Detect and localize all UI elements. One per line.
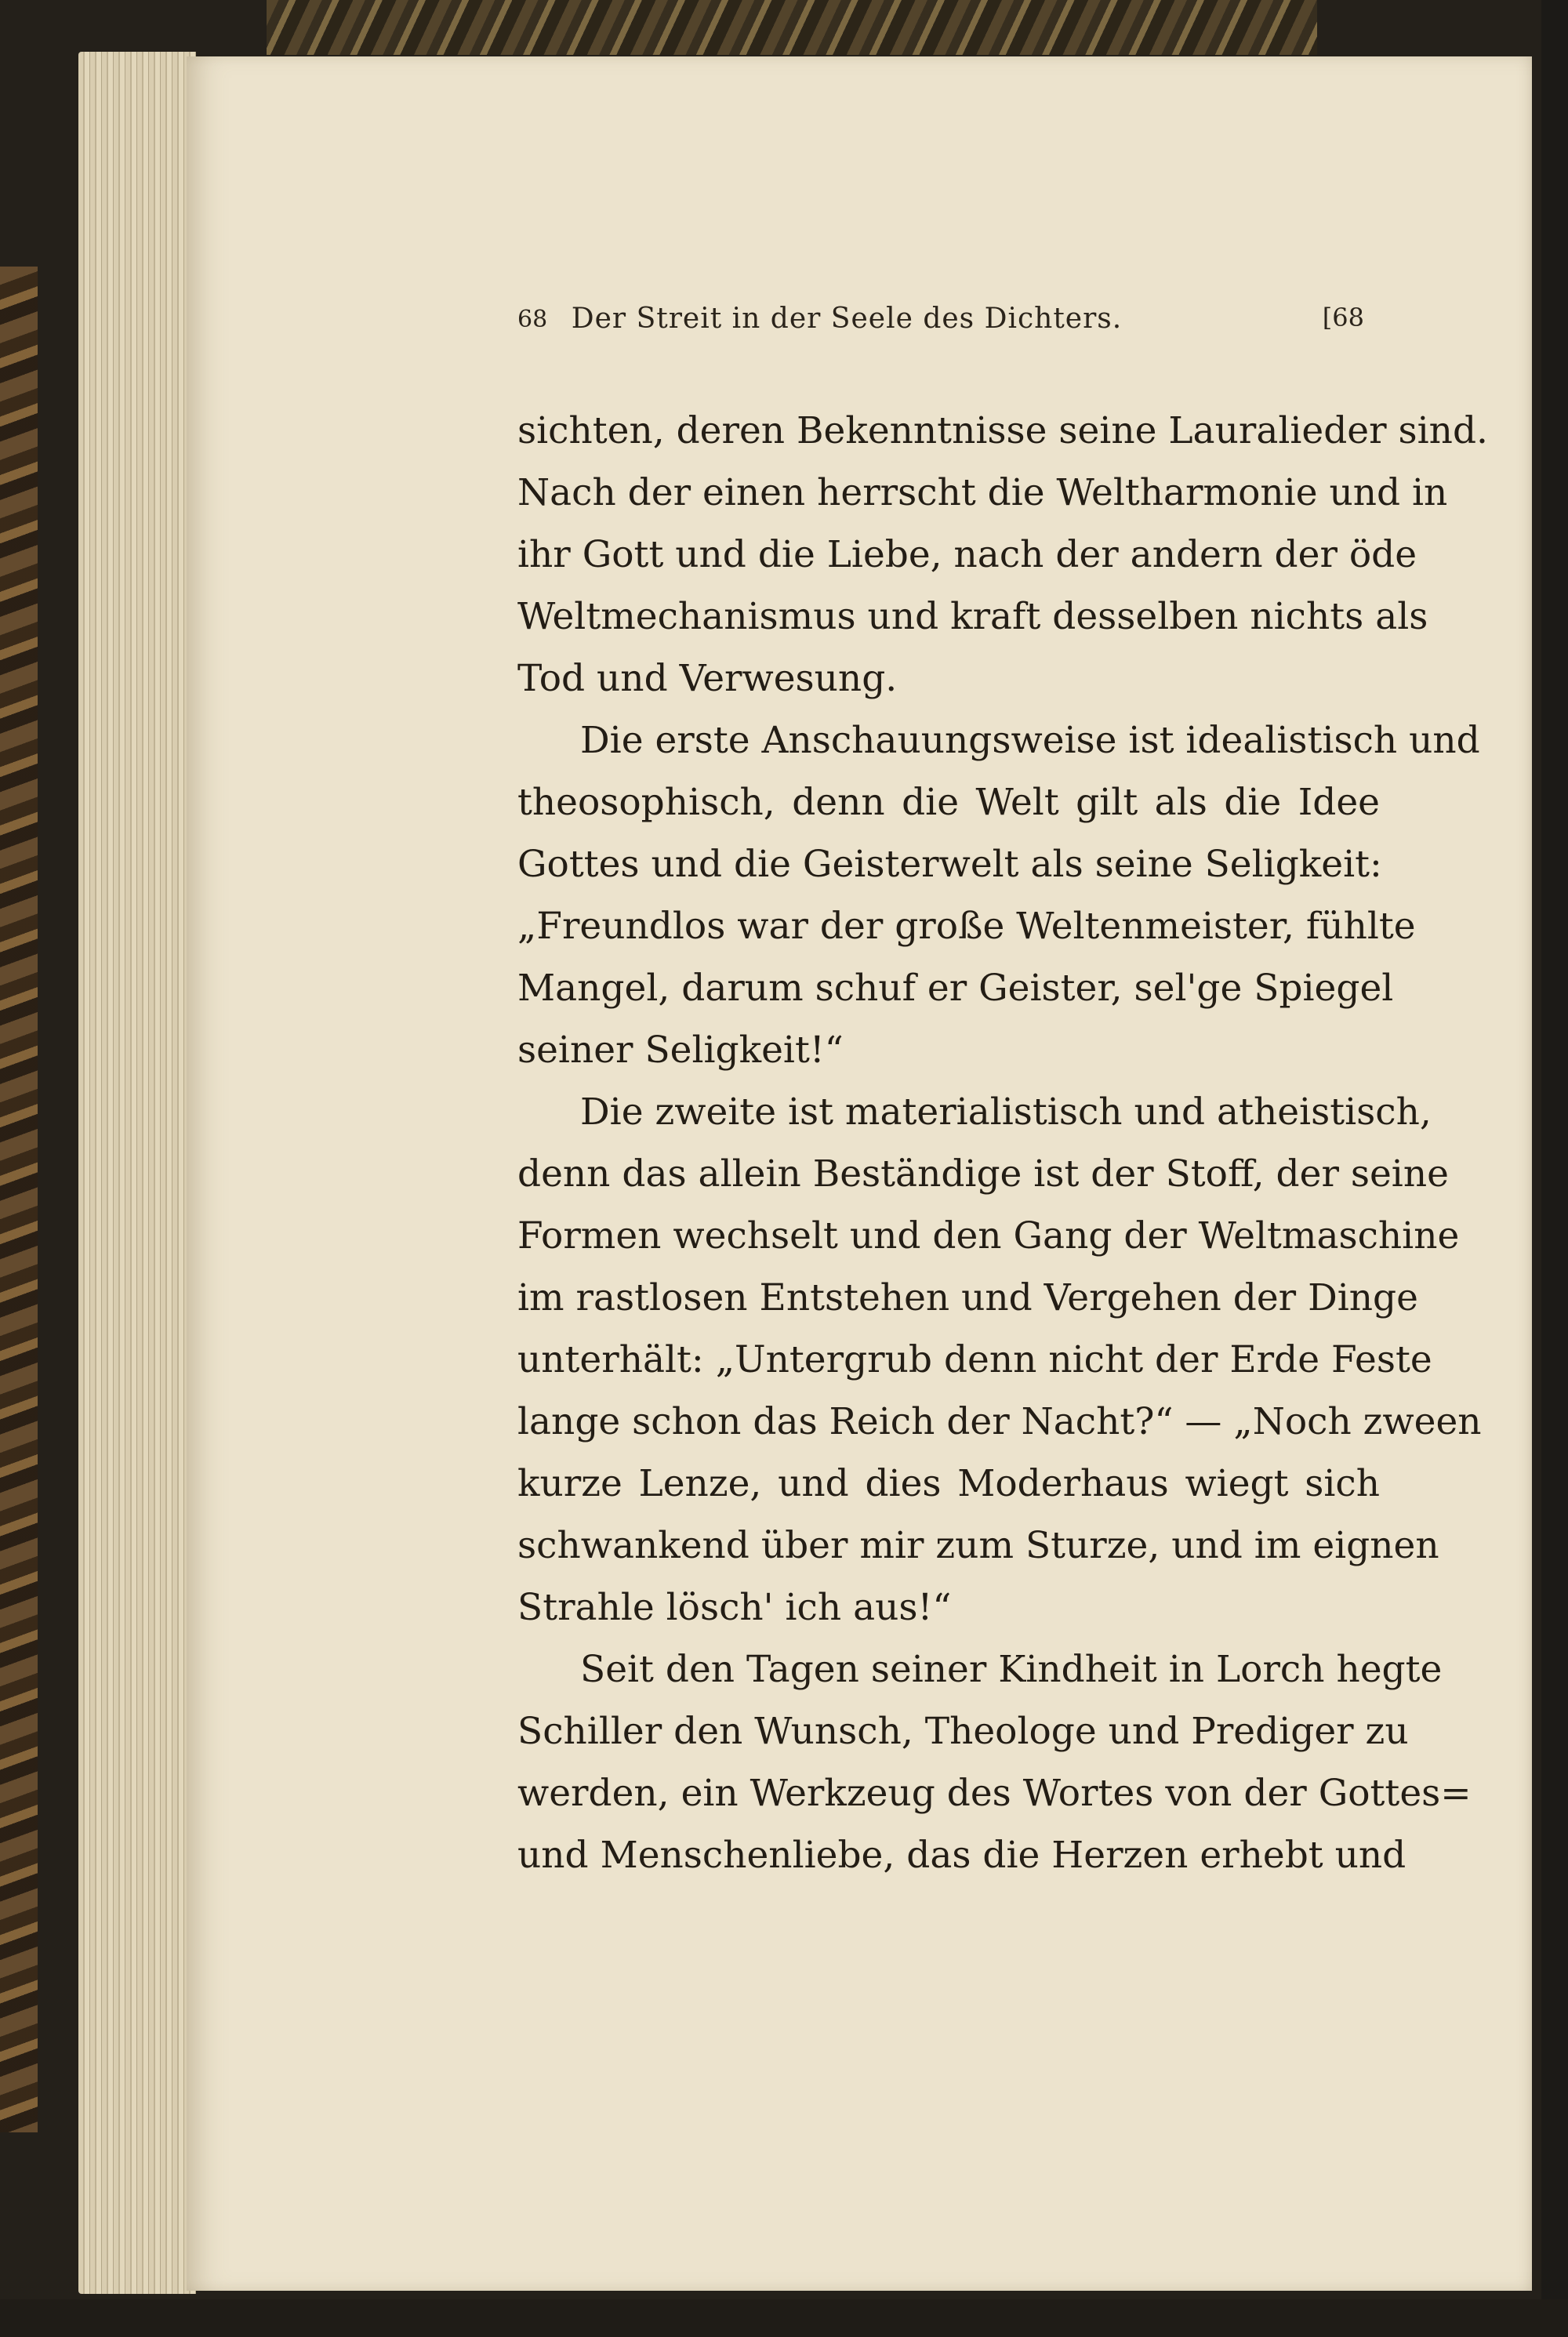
cover-edge-bottom <box>0 2299 1568 2337</box>
text-line: werden, ein Werkzeug des Wortes von der Gottes= <box>517 1772 1472 1815</box>
text-line: Gottes und die Geisterwelt als seine Seligkeit: <box>517 843 1382 886</box>
marbled-board-left <box>0 267 38 2132</box>
text-line: sichten, deren Bekenntnisse seine Lauralieder sind. <box>517 409 1488 452</box>
running-title: Der Streit in der Seele des Dichters. <box>571 303 1123 335</box>
page-number-right: [68 <box>1322 303 1364 332</box>
text-line: theosophisch, denn die Welt gilt als die Idee <box>517 781 1380 824</box>
text-line: im rastlosen Entstehen und Vergehen der Dinge <box>517 1276 1418 1319</box>
text-line: „Freundlos war der große Weltenmeister, fühlte <box>517 905 1416 948</box>
running-header <box>329 303 1364 368</box>
text-line: Weltmechanismus und kraft desselben nichts als <box>517 595 1428 638</box>
page-number-left: 68 <box>517 306 548 333</box>
text-line: Die erste Anschauungsweise ist idealistisch und <box>580 719 1480 762</box>
text-line: Schiller den Wunsch, Theologe und Prediger zu <box>517 1710 1409 1753</box>
text-line: Nach der einen herrscht die Weltharmonie und in <box>517 471 1448 514</box>
text-line: Formen wechselt und den Gang der Weltmaschine <box>517 1214 1460 1257</box>
text-line: schwankend über mir zum Sturze, und im eignen <box>517 1524 1439 1567</box>
text-line: und Menschenliebe, das die Herzen erhebt und <box>517 1834 1406 1877</box>
text-line: Die zweite ist materialistisch und atheistisch, <box>580 1090 1432 1134</box>
text-line: seiner Seligkeit!“ <box>517 1029 844 1072</box>
text-line: Seit den Tagen seiner Kindheit in Lorch hegte <box>580 1648 1443 1691</box>
text-line: lange schon das Reich der Nacht?“ — „Noch zween <box>517 1400 1482 1443</box>
cover-edge-right <box>1541 0 1568 2337</box>
marbled-board-top <box>267 0 1317 55</box>
text-line: unterhält: „Untergrub denn nicht der Erde Feste <box>517 1338 1432 1381</box>
text-line: ihr Gott und die Liebe, nach der andern der öde <box>517 533 1417 576</box>
text-line: kurze Lenze, und dies Moderhaus wiegt sich <box>517 1462 1380 1505</box>
text-line: denn das allein Beständige ist der Stoff, der seine <box>517 1152 1449 1196</box>
text-line: Mangel, darum schuf er Geister, sel'ge Spiegel <box>517 967 1394 1010</box>
page-edges <box>78 52 196 2294</box>
body-text <box>517 400 1488 1886</box>
text-line: Tod und Verwesung. <box>517 657 898 700</box>
text-line: Strahle lösch' ich aus!“ <box>517 1586 952 1629</box>
